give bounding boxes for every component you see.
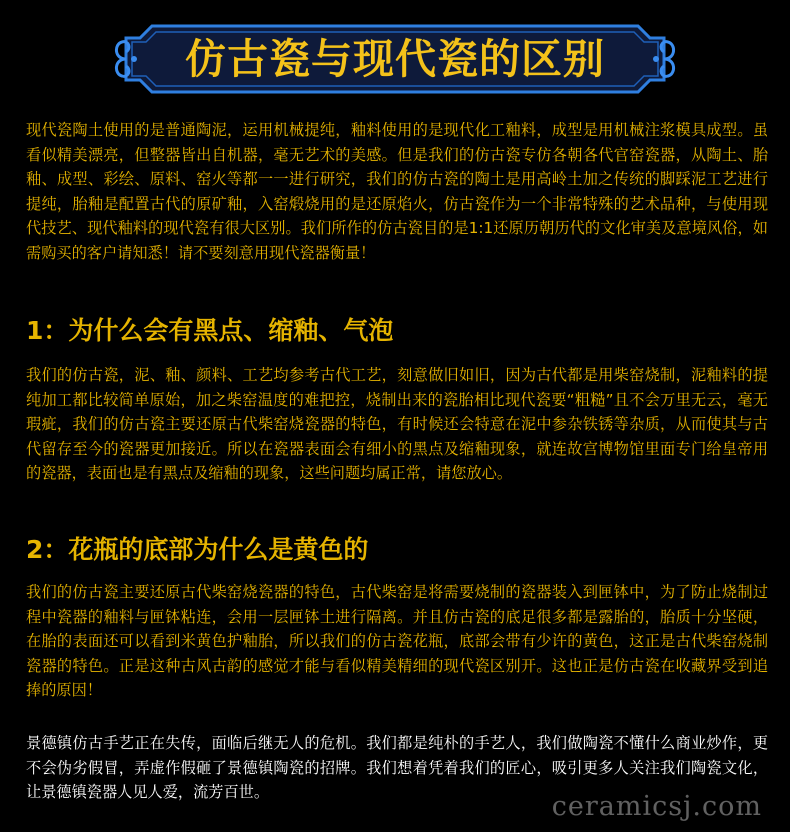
section-2-body: 我们的仿古瓷主要还原古代柴窑烧瓷器的特色，古代柴窑是将需要烧制的瓷器装入到匣钵中，为了防止烧制过程中瓷器的釉料与匣钵粘连，会用一层匣钵土进行隔离。并且仿古瓷的底足很多都是露胎的，胎质十分坚硬，在胎的表面还可以看到米黄色护釉胎，所以我们的仿古瓷花瓶，底部会带有少许的黄色，这正是古代柴窑烧制瓷器的特色。正是这种古风古韵的感觉才能与看似精美精细的现代瓷区别开。这也正是仿古瓷在收藏界受到追捧的原因！ <box>26 583 768 699</box>
title-banner <box>112 22 678 96</box>
page-title: 仿古瓷与现代瓷的区别 <box>185 35 605 83</box>
watermark: ceramicsj.com <box>551 791 762 822</box>
section-1-body: 我们的仿古瓷，泥、釉、颜料、工艺均参考古代工艺，刻意做旧如旧，因为古代都是用柴窑烧制，泥釉料的提纯加工都比较简单原始，加之柴窑温度的难把控，烧制出来的瓷胎相比现代瓷要“粗糙”且不会万里无云，毫无瑕疵，我们的仿古瓷主要还原古代柴窑烧瓷器的特色，有时候还会特意在泥中参杂铁锈等杂质，从而使其与古代留存至今的瓷器更加接近。所以在瓷器表面会有细小的黑点及缩釉现象，就连故宫博物馆里面专门给皇帝用的瓷器，表面也是有黑点及缩釉的现象，这些问题均属正常，请您放心。 <box>26 366 768 482</box>
section-1-heading: 1：为什么会有黑点、缩釉、气泡 <box>26 316 394 345</box>
intro-paragraph: 现代瓷陶土使用的是普通陶泥，运用机械提纯，釉料使用的是现代化工釉料，成型是用机械注浆模具成型。虽看似精美漂亮，但整器皆出自机器，毫无艺术的美感。但是我们的仿古瓷专仿各朝各代官窑瓷器，从陶土、胎釉、成型、彩绘、原料、窑火等都一一进行研究，我们的仿古瓷的陶土是用高岭土加之传统的脚踩泥工艺进行提纯，胎釉是配置古代的原矿釉，入窑煅烧用的是还原焰火，仿古瓷作为一个非常特殊的艺术品种，与使用现代技艺、现代釉料的现代瓷有很大区别。我们所作的仿古瓷目的是1:1还原历朝历代的文化审美及意境风俗，如需购买的客户请知悉！请不要刻意用现代瓷器衡量！ <box>26 121 768 262</box>
section-2-heading: 2：花瓶的底部为什么是黄色的 <box>26 535 369 564</box>
closing-paragraph: 景德镇仿古手艺正在失传，面临后继无人的危机。我们都是纯朴的手艺人，我们做陶瓷不懂什么商业炒作，更不会伪劣假冒，弄虚作假砸了景德镇陶瓷的招牌。我们想着凭着我们的匠心，吸引更多人关注我们陶瓷文化，让景德镇瓷器人见人爱，流芳百世。 <box>26 734 768 801</box>
